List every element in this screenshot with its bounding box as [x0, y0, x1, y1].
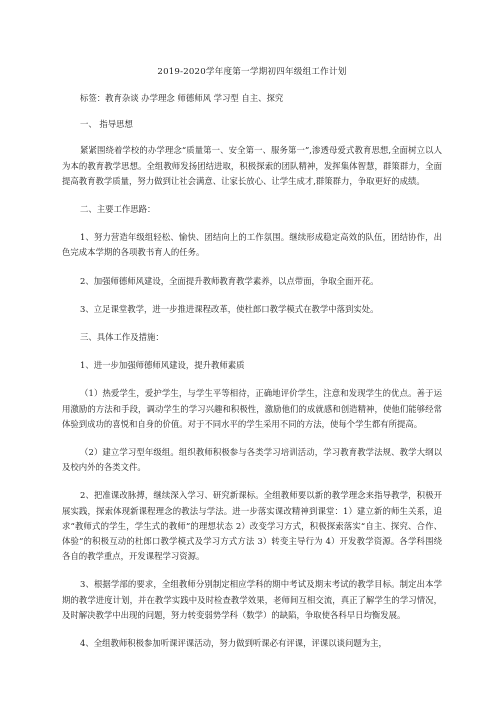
- section3-item1-paragraph1: （1）热爱学生，爱护学生，与学生平等相待，正确地评价学生，注意和发现学生的优点。善于运用激励的方法和手段，调动学生的学习兴趣和积极性，激励他们的成就感和创造精神，使他们能够经常体验到成功的喜悦和自身的价值。对于不同水平的学生采用不同的方法，使每个学生都有所提高。: [62, 388, 442, 429]
- document-title: 2019-2020学年度第一学期初四年级组工作计划: [157, 67, 347, 77]
- section1-text: 紧紧围绕着学校的办学理念“质量第一、安全第一、服务第一”,渗透母爱式教育思想,全面树立以人为本的教育教学思想。全组教师发扬团结进取，积极探索的团队精神，发挥集体智慧，群策群力，全面提高教育教学质量，努力做到让社会满意、让家长放心、让学生成才,群策群力，争取更好的成绩。: [62, 145, 442, 186]
- section3-heading: 三、具体工作及措施：: [80, 332, 164, 343]
- section2-heading: 二、主要工作思路：: [80, 204, 156, 215]
- section3-item1-heading: 1、进一步加强师德师风建设，提升教师素质: [80, 360, 245, 371]
- section2-item3: 3、立足课堂教学，进一步推进课程改革，使杜郎口教学模式在教学中落到实处。: [80, 303, 379, 314]
- section3-item3: 3、根据学部的要求，全组教师分别制定相应学科的期中考试及期末考试的教学目标。制定出本学期的教学进度计划，并在教学实践中及时检查教学效果，老师间互相交流，真正了解学生的学习情况，及时解决教学中出现的问题，努力转变弱势学科（数学）的缺陷，争取使各科早日均衡发展。: [62, 579, 442, 620]
- section3-item4: 4、全组教师积极参加听课评课活动，努力做到听课必有评课，评课以谈问题为主，: [80, 638, 387, 649]
- section1-heading: 一、 指导思想: [80, 119, 133, 130]
- section2-item2: 2、加强师德师风建设，全面提升教师教育教学素养，以点带面，争取全面开花。: [80, 275, 379, 286]
- section3-item1-paragraph2: （2）建立学习型年级组。组织教师积极参与各类学习培训活动，学习教育教学法规、教学大纲以及校内外的各类文件。: [62, 447, 442, 473]
- section2-item1: 1、努力营造年级组轻松、愉快、团结向上的工作氛围。继续形成稳定高效的队伍，团结协作，出色完成本学期的各项教书育人的任务。: [62, 232, 442, 258]
- section3-item2: 2、把准课改脉搏，继续深入学习、研究新课标。全组教师要以新的教学理念来指导教学，积极开展实践，探索体现新课程理念的教法与学法。进一步落实课改精神到课堂：1）建立新的师生关系，追求“教师式的学生，学生式的教师”的理想状态 2）改变学习方式，积极探索落实“自主、探究、合作、体验”的积极互动的杜郎口教学模式及学习方式方法 3）转变主导行为 4）开发教学资源。各学科围绕各自的教学重点，开发课程学习资源。: [62, 490, 442, 562]
- tags-line: 标签：教育杂谈 办学理念 师德师风 学习型 自主、探究: [80, 93, 284, 103]
